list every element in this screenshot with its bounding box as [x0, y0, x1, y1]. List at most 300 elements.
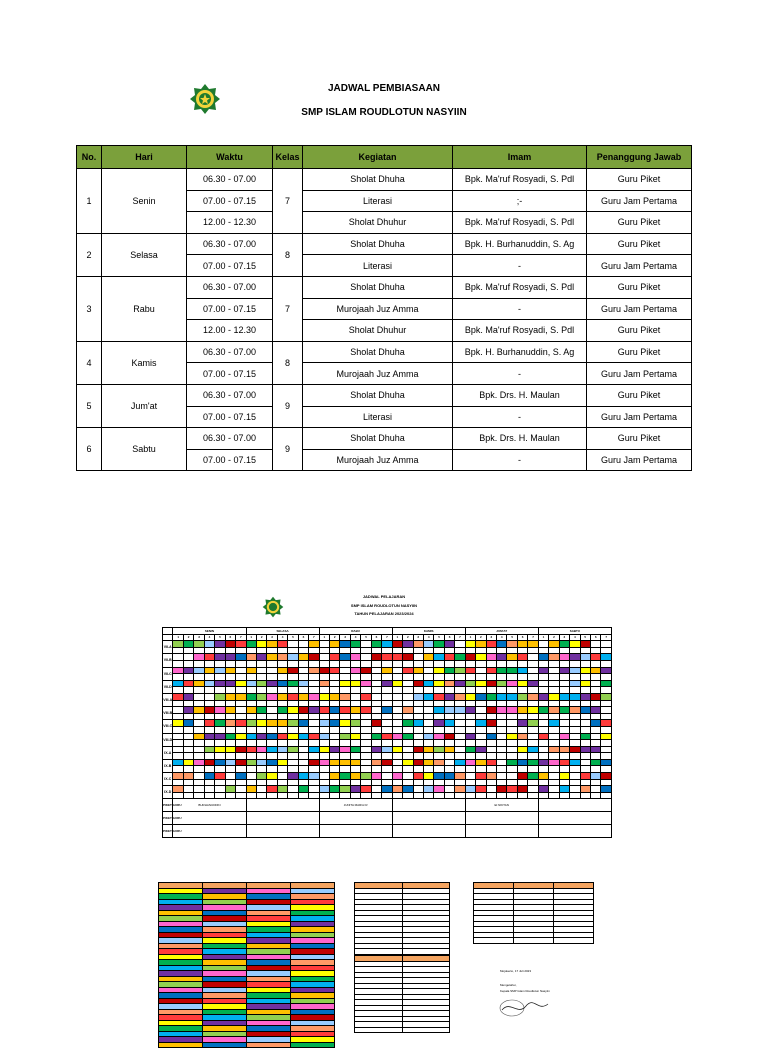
- tt-cell: [423, 660, 433, 667]
- tt-cell: [559, 746, 569, 753]
- column-header-kegiatan: Kegiatan: [303, 146, 453, 169]
- tt-cell: [444, 766, 454, 773]
- tt-row: [163, 647, 612, 654]
- tt-cell: [486, 687, 496, 694]
- tt-cell: [507, 753, 517, 760]
- tt-cell: [538, 792, 548, 799]
- tt-cell: [371, 759, 381, 766]
- tt-cell: [246, 700, 256, 707]
- tt-cell: [423, 759, 433, 766]
- tt-cell: [288, 773, 298, 780]
- tt-cell: [465, 654, 475, 661]
- tt-class-label: VIII-A: [163, 693, 173, 706]
- tt-period-header: 5: [507, 634, 517, 641]
- tt-cell: [256, 680, 266, 687]
- tt-cell: [413, 667, 423, 674]
- tt-cell: [413, 654, 423, 661]
- tt-cell: [423, 693, 433, 700]
- tt-cell: [330, 746, 340, 753]
- tt-cell: [183, 746, 193, 753]
- tt-row: [163, 786, 612, 793]
- tt-cell: [288, 707, 298, 714]
- tt-period-header: 2: [183, 634, 193, 641]
- tt-cell: [382, 746, 392, 753]
- tt-cell: [225, 674, 235, 681]
- tt-cell: [465, 792, 475, 799]
- tt-cell: [371, 773, 381, 780]
- tt-cell: [538, 707, 548, 714]
- tt-cell: [580, 786, 590, 793]
- mini-cell: [247, 1042, 291, 1048]
- tt-cell: [413, 740, 423, 747]
- tt-cell: [570, 707, 580, 714]
- tt-cell: [194, 720, 204, 727]
- tt-cell: [413, 647, 423, 654]
- tt-cell: [236, 759, 246, 766]
- tt-piket-cell: [319, 812, 392, 825]
- tt-cell: [246, 687, 256, 694]
- tt-cell: [392, 773, 402, 780]
- cell-penanggung-jawab: Guru Jam Pertama: [587, 363, 692, 385]
- tt-period-header: 3: [486, 634, 496, 641]
- tt-cell: [413, 759, 423, 766]
- tt-cell: [298, 766, 308, 773]
- tt-cell: [361, 667, 371, 674]
- tt-cell: [183, 792, 193, 799]
- tt-cell: [403, 654, 413, 661]
- tt-cell: [507, 766, 517, 773]
- tt-cell: [559, 759, 569, 766]
- tt-cell: [350, 759, 360, 766]
- tt-cell: [455, 707, 465, 714]
- tt-cell: [517, 667, 527, 674]
- tt-cell: [476, 779, 486, 786]
- tt-cell: [309, 786, 319, 793]
- tt-cell: [340, 740, 350, 747]
- tt-cell: [538, 674, 548, 681]
- tt-cell: [423, 786, 433, 793]
- tt-cell: [267, 773, 277, 780]
- tt-cell: [246, 654, 256, 661]
- column-header-hari: Hari: [102, 146, 187, 169]
- tt-cell: [476, 726, 486, 733]
- tt-cell: [549, 753, 559, 760]
- tt-cell: [403, 693, 413, 700]
- tt-piket-cell: [173, 812, 246, 825]
- tt-cell: [330, 654, 340, 661]
- cell-penanggung-jawab: Guru Piket: [587, 169, 692, 191]
- tt-cell: [350, 720, 360, 727]
- cell-imam: -: [453, 298, 587, 320]
- signature-place-date: Mojokerto, 17 Juli 2023: [500, 969, 532, 973]
- tt-cell: [455, 687, 465, 694]
- tt-cell: [183, 693, 193, 700]
- cell-hari: Kamis: [102, 341, 187, 384]
- tt-cell: [517, 687, 527, 694]
- tt-cell: [507, 654, 517, 661]
- tt-day-header: KAMIS: [392, 628, 465, 635]
- tt-cell: [298, 687, 308, 694]
- tt-cell: [309, 740, 319, 747]
- tt-cell: [236, 792, 246, 799]
- tt-cell: [309, 660, 319, 667]
- tt-cell: [204, 700, 214, 707]
- tt-cell: [423, 674, 433, 681]
- tt-class-label: VIII-C: [163, 720, 173, 733]
- tt-cell: [225, 667, 235, 674]
- tt-cell: [382, 687, 392, 694]
- tt-cell: [236, 674, 246, 681]
- table-row: [77, 276, 692, 298]
- tt-cell: [580, 746, 590, 753]
- tt-cell: [580, 792, 590, 799]
- tt-cell: [340, 779, 350, 786]
- tt-cell: [225, 740, 235, 747]
- tt-cell: [559, 713, 569, 720]
- tt-cell: [423, 726, 433, 733]
- tt-cell: [215, 641, 225, 648]
- tt-cell: [570, 713, 580, 720]
- tt-cell: [601, 654, 612, 661]
- tt-cell: [392, 654, 402, 661]
- tt-cell: [590, 773, 600, 780]
- tt-cell: [267, 647, 277, 654]
- tt-cell: [455, 759, 465, 766]
- tt-cell: [194, 753, 204, 760]
- tt-class-label: VII-C: [163, 667, 173, 680]
- tt-cell: [194, 759, 204, 766]
- tt-cell: [225, 726, 235, 733]
- tt-cell: [215, 654, 225, 661]
- tt-cell: [204, 720, 214, 727]
- tt-period-header: 7: [601, 634, 612, 641]
- tt-cell: [580, 720, 590, 727]
- tt-cell: [330, 766, 340, 773]
- tt-row: [163, 733, 612, 740]
- tt-cell: [413, 746, 423, 753]
- tt-cell: [528, 713, 538, 720]
- tt-cell: [225, 713, 235, 720]
- tt-cell: [246, 792, 256, 799]
- cell-kegiatan: Sholat Dhuha: [303, 384, 453, 406]
- cell-kegiatan: Sholat Dhuha: [303, 169, 453, 191]
- timetable-title: JADWAL PELAJARAN: [362, 594, 406, 599]
- tt-cell: [371, 779, 381, 786]
- tt-cell: [277, 680, 287, 687]
- tt-cell: [256, 792, 266, 799]
- tt-cell: [559, 641, 569, 648]
- mini-cell: [291, 1042, 335, 1048]
- tt-period-header: 5: [361, 634, 371, 641]
- tt-cell: [549, 759, 559, 766]
- tt-cell: [204, 733, 214, 740]
- tt-cell: [423, 720, 433, 727]
- tt-cell: [330, 693, 340, 700]
- tt-cell: [590, 713, 600, 720]
- tt-cell: [319, 693, 329, 700]
- tt-cell: [392, 707, 402, 714]
- tt-cell: [590, 693, 600, 700]
- tt-cell: [507, 674, 517, 681]
- tt-cell: [590, 660, 600, 667]
- tt-cell: [434, 792, 444, 799]
- tt-cell: [215, 740, 225, 747]
- tt-cell: [371, 667, 381, 674]
- tt-cell: [215, 766, 225, 773]
- tt-cell: [413, 720, 423, 727]
- page-subtitle: SMP ISLAM ROUDLOTUN NASYIIN: [301, 107, 467, 118]
- tt-cell: [288, 786, 298, 793]
- tt-cell: [517, 680, 527, 687]
- tt-cell: [246, 726, 256, 733]
- tt-cell: [570, 733, 580, 740]
- tt-cell: [215, 786, 225, 793]
- tt-cell: [319, 713, 329, 720]
- tt-cell: [330, 700, 340, 707]
- tt-cell: [465, 759, 475, 766]
- tt-class-label: VIII-D: [163, 733, 173, 746]
- cell-kelas: 7: [273, 169, 303, 234]
- cell-imam: Bpk. Ma'ruf Rosyadi, S. Pdl: [453, 320, 587, 342]
- tt-cell: [225, 766, 235, 773]
- tt-cell: [298, 779, 308, 786]
- tt-cell: [455, 680, 465, 687]
- tt-cell: [444, 667, 454, 674]
- tt-cell: [434, 687, 444, 694]
- tt-cell: [371, 680, 381, 687]
- tt-cell: [256, 641, 266, 648]
- tt-cell: [392, 660, 402, 667]
- tt-cell: [319, 707, 329, 714]
- tt-cell: [330, 713, 340, 720]
- tt-cell: [476, 660, 486, 667]
- tt-cell: [423, 707, 433, 714]
- tt-cell: [340, 792, 350, 799]
- tt-cell: [559, 654, 569, 661]
- tt-cell: [434, 720, 444, 727]
- tt-cell: [601, 660, 612, 667]
- tt-cell: [288, 641, 298, 648]
- cell-kegiatan: Sholat Dhuha: [303, 428, 453, 450]
- tt-cell: [444, 693, 454, 700]
- tt-cell: [413, 792, 423, 799]
- tt-cell: [465, 740, 475, 747]
- cell-hari: Rabu: [102, 276, 187, 341]
- tt-cell: [246, 773, 256, 780]
- tt-cell: [173, 713, 183, 720]
- tt-cell: [361, 654, 371, 661]
- tt-cell: [288, 674, 298, 681]
- tt-cell: [319, 753, 329, 760]
- tt-cell: [590, 680, 600, 687]
- tt-cell: [486, 707, 496, 714]
- tt-cell: [517, 779, 527, 786]
- tt-cell: [559, 773, 569, 780]
- tt-cell: [528, 773, 538, 780]
- tt-cell: [434, 674, 444, 681]
- tt-corner-2: [163, 634, 173, 641]
- tt-period-header: 7: [528, 634, 538, 641]
- tt-cell: [330, 667, 340, 674]
- tt-cell: [361, 773, 371, 780]
- tt-cell: [559, 647, 569, 654]
- tt-cell: [361, 680, 371, 687]
- tt-cell: [194, 674, 204, 681]
- mini-cell: [203, 1042, 247, 1048]
- tt-cell: [601, 779, 612, 786]
- tt-cell: [371, 740, 381, 747]
- tt-period-header: 5: [434, 634, 444, 641]
- tt-cell: [570, 720, 580, 727]
- tt-cell: [423, 654, 433, 661]
- tt-cell: [476, 753, 486, 760]
- tt-cell: [319, 759, 329, 766]
- tt-piket-cell: [538, 825, 611, 838]
- tt-cell: [465, 707, 475, 714]
- tt-cell: [277, 773, 287, 780]
- tt-period-header: 5: [215, 634, 225, 641]
- tt-cell: [528, 660, 538, 667]
- tt-period-header: 4: [350, 634, 360, 641]
- tt-cell: [298, 786, 308, 793]
- tt-cell: [570, 779, 580, 786]
- tt-cell: [288, 687, 298, 694]
- tt-cell: [549, 700, 559, 707]
- tt-cell: [403, 680, 413, 687]
- tt-cell: [403, 766, 413, 773]
- tt-class-label: VII-D: [163, 680, 173, 693]
- tt-cell: [580, 707, 590, 714]
- cell-waktu: 06.30 - 07.00: [187, 233, 273, 255]
- tt-cell: [528, 720, 538, 727]
- tt-cell: [267, 786, 277, 793]
- tt-cell: [455, 654, 465, 661]
- tt-cell: [465, 726, 475, 733]
- tt-cell: [330, 687, 340, 694]
- signature-line1: Mengetahui,: [500, 983, 517, 987]
- tt-cell: [538, 726, 548, 733]
- tt-cell: [507, 773, 517, 780]
- tt-cell: [423, 773, 433, 780]
- tt-cell: [236, 720, 246, 727]
- tt-cell: [444, 647, 454, 654]
- tt-cell: [298, 792, 308, 799]
- tt-cell: [225, 700, 235, 707]
- tt-cell: [486, 654, 496, 661]
- tt-row: [163, 766, 612, 773]
- tt-cell: [256, 766, 266, 773]
- tt-cell: [194, 733, 204, 740]
- tt-cell: [392, 647, 402, 654]
- tt-cell: [507, 680, 517, 687]
- tt-cell: [215, 779, 225, 786]
- tt-cell: [183, 713, 193, 720]
- tt-cell: [225, 707, 235, 714]
- tt-cell: [225, 753, 235, 760]
- tt-cell: [601, 674, 612, 681]
- tt-cell: [528, 726, 538, 733]
- tt-cell: [580, 641, 590, 648]
- tt-cell: [601, 759, 612, 766]
- tt-cell: [507, 687, 517, 694]
- tt-period-header: 7: [382, 634, 392, 641]
- tt-cell: [183, 680, 193, 687]
- tt-period-header: 1: [319, 634, 329, 641]
- tt-cell: [517, 660, 527, 667]
- tt-cell: [570, 740, 580, 747]
- tt-cell: [444, 733, 454, 740]
- tt-cell: [497, 674, 507, 681]
- cell-imam: -: [453, 363, 587, 385]
- tt-cell: [486, 746, 496, 753]
- tt-cell: [403, 674, 413, 681]
- tt-cell: [559, 779, 569, 786]
- tt-period-header: 6: [444, 634, 454, 641]
- tt-cell: [455, 726, 465, 733]
- tt-cell: [580, 753, 590, 760]
- tt-cell: [497, 746, 507, 753]
- tt-cell: [236, 693, 246, 700]
- tt-cell: [204, 779, 214, 786]
- tt-cell: [413, 687, 423, 694]
- tt-cell: [256, 647, 266, 654]
- cell-penanggung-jawab: Guru Piket: [587, 384, 692, 406]
- tt-cell: [434, 773, 444, 780]
- tt-cell: [590, 641, 600, 648]
- cell-penanggung-jawab: Guru Jam Pertama: [587, 298, 692, 320]
- tt-cell: [559, 766, 569, 773]
- tt-cell: [319, 786, 329, 793]
- tt-cell: [580, 779, 590, 786]
- tt-cell: [194, 779, 204, 786]
- tt-cell: [173, 766, 183, 773]
- tt-cell: [528, 674, 538, 681]
- tt-cell: [298, 693, 308, 700]
- tt-cell: [173, 641, 183, 648]
- tt-cell: [392, 779, 402, 786]
- tt-cell: [465, 786, 475, 793]
- tt-cell: [434, 713, 444, 720]
- tt-cell: [580, 647, 590, 654]
- tt-cell: [476, 746, 486, 753]
- tt-cell: [601, 773, 612, 780]
- tt-cell: [486, 759, 496, 766]
- tt-cell: [246, 667, 256, 674]
- tt-cell: [507, 746, 517, 753]
- tt-cell: [444, 792, 454, 799]
- tt-cell: [350, 693, 360, 700]
- cell-penanggung-jawab: Guru Jam Pertama: [587, 449, 692, 471]
- tt-cell: [570, 753, 580, 760]
- tt-cell: [204, 647, 214, 654]
- tt-cell: [309, 766, 319, 773]
- tt-cell: [392, 720, 402, 727]
- tt-cell: [382, 707, 392, 714]
- tt-cell: [194, 641, 204, 648]
- tt-cell: [340, 687, 350, 694]
- tt-cell: [538, 740, 548, 747]
- tt-cell: [517, 740, 527, 747]
- tt-cell: [319, 773, 329, 780]
- tt-cell: [256, 733, 266, 740]
- tt-cell: [340, 674, 350, 681]
- cell-waktu: 07.00 - 07.15: [187, 298, 273, 320]
- tt-cell: [246, 647, 256, 654]
- tt-cell: [601, 740, 612, 747]
- tt-cell: [476, 759, 486, 766]
- tt-cell: [350, 726, 360, 733]
- tt-cell: [382, 773, 392, 780]
